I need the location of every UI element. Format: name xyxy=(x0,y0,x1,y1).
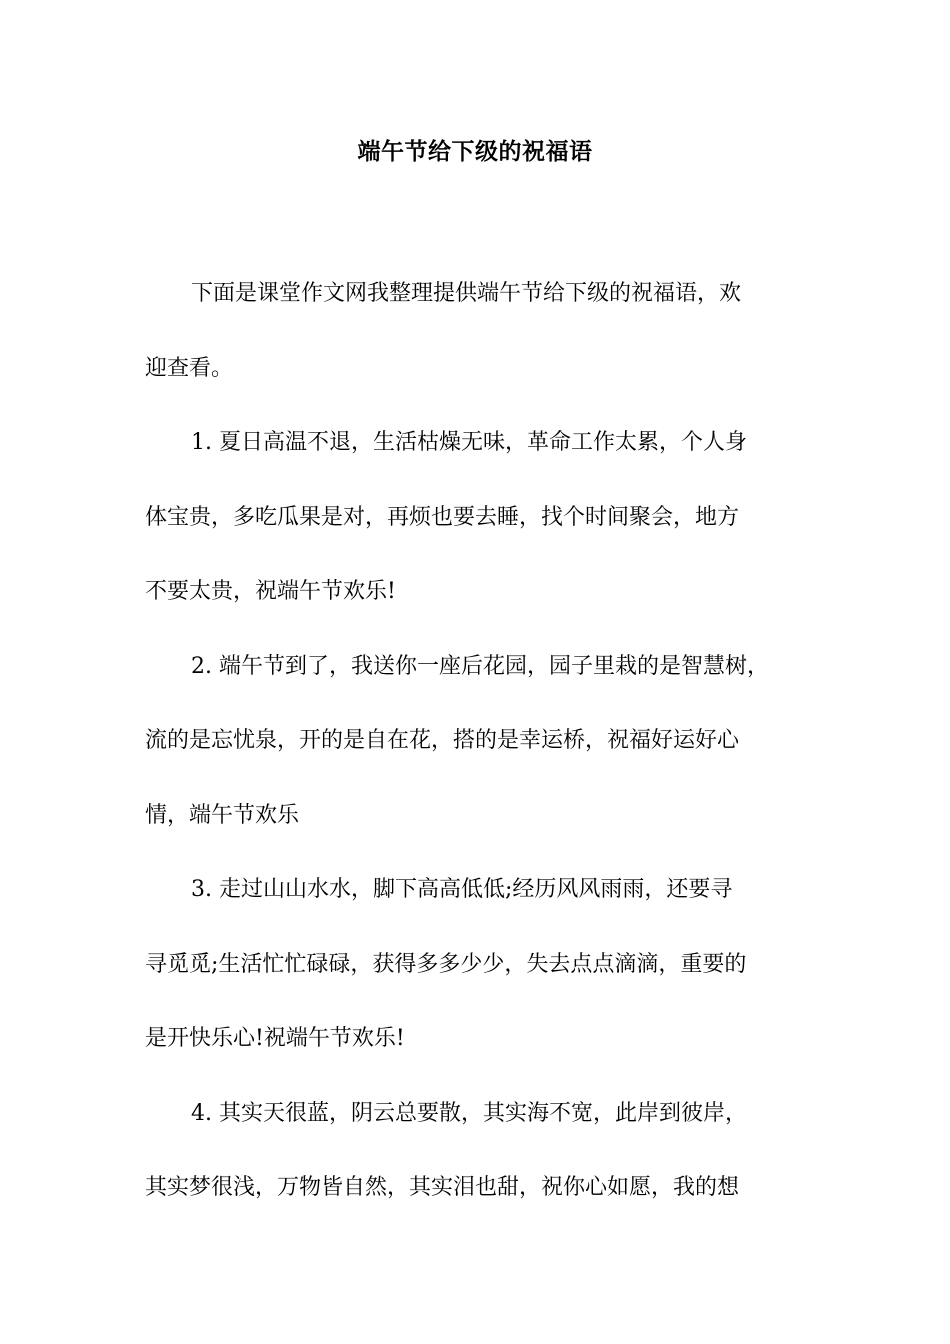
text-line: 4. 其实天很蓝，阴云总要散，其实海不宽，此岸到彼岸， xyxy=(191,1100,747,1126)
text-line: 情，端午节欢乐 xyxy=(145,802,300,828)
text-line: 迎查看。 xyxy=(145,355,234,381)
text-line: 3. 走过山山水水，脚下高高低低;经历风风雨雨，还要寻 xyxy=(191,877,733,902)
text-line: 不要太贵，祝端午节欢乐! xyxy=(145,579,396,604)
text-line: 1. 夏日高温不退，生活枯燥无味，革命工作太累，个人身 xyxy=(191,430,747,455)
text-line: 下面是课堂作文网我整理提供端午节给下级的祝福语，欢 xyxy=(191,281,742,306)
text-line: 2. 端午节到了，我送你一座后花园，园子里栽的是智慧树， xyxy=(191,653,769,679)
text-line: 是开快乐心!祝端午节欢乐! xyxy=(145,1026,405,1051)
document-body xyxy=(145,257,810,1226)
document-title: 端午节给下级的祝福语 xyxy=(357,139,593,165)
text-line: 其实梦很浅，万物皆自然，其实泪也甜，祝你心如愿，我的想 xyxy=(145,1175,740,1200)
text-line: 体宝贵，多吃瓜果是对，再烦也要去睡，找个时间聚会，地方 xyxy=(145,504,740,530)
text-line: 寻觅觅;生活忙忙碌碌，获得多多少少，失去点点滴滴，重要的 xyxy=(145,951,747,977)
text-line: 流的是忘忧泉，开的是自在花，搭的是幸运桥，祝福好运好心 xyxy=(145,728,740,753)
